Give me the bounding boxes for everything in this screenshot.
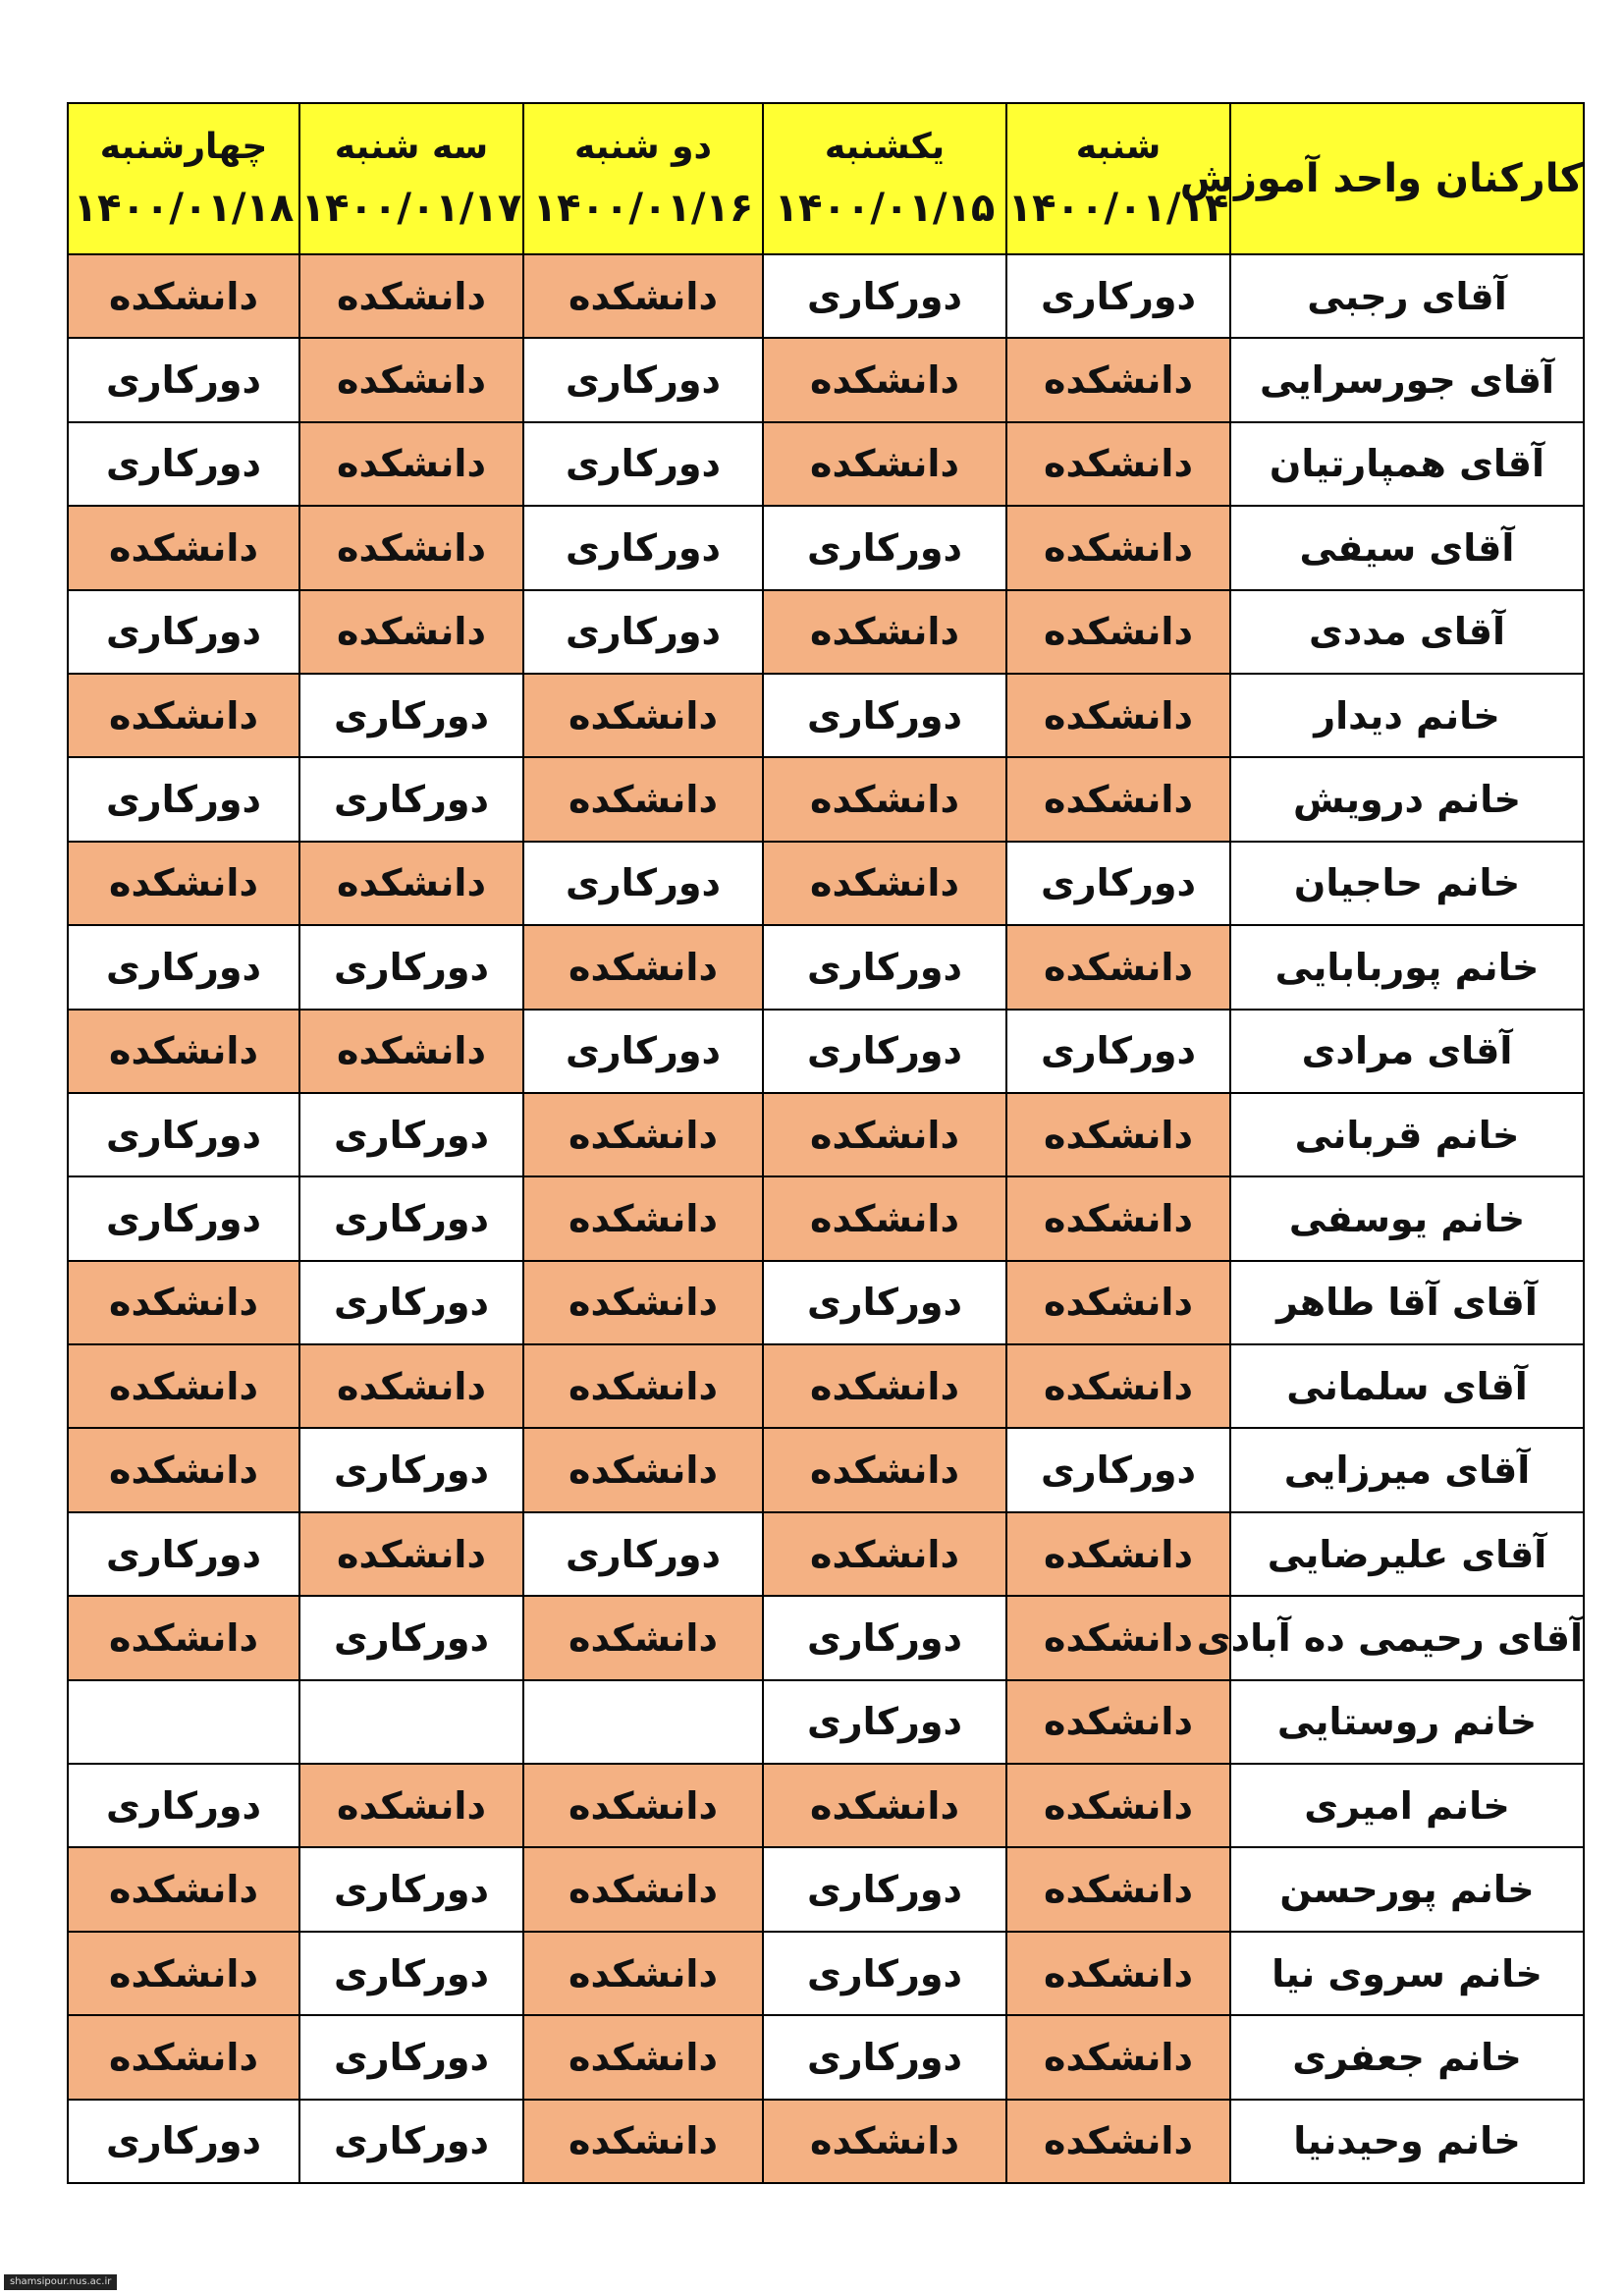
- status-cell-remote: دورکاری: [763, 1010, 1006, 1093]
- day-header: [299, 103, 523, 254]
- status-cell-university: دانشکده: [299, 1764, 523, 1847]
- day-date: ۱۴۰۰/۰۱/۱۴: [1007, 186, 1229, 231]
- table-row: [68, 1093, 1584, 1176]
- status-cell-university: دانشکده: [299, 338, 523, 421]
- status-cell-remote: دورکاری: [299, 925, 523, 1009]
- status-cell-remote: دورکاری: [299, 1428, 523, 1511]
- staff-name: خانم یوسفی: [1230, 1176, 1584, 1260]
- status-cell-remote: دورکاری: [68, 338, 299, 421]
- status-cell-remote: دورکاری: [68, 1093, 299, 1176]
- status-cell-university: دانشکده: [299, 842, 523, 925]
- status-cell-university: دانشکده: [68, 1261, 299, 1344]
- status-cell-university: دانشکده: [1006, 506, 1230, 589]
- table-row: [68, 1847, 1584, 1931]
- staff-name: خانم وحیدنیا: [1230, 2100, 1584, 2183]
- site-footer: shamsipour.nus.ac.ir: [4, 2274, 117, 2290]
- staff-name: خانم دیدار: [1230, 674, 1584, 757]
- table-row: [68, 338, 1584, 421]
- status-cell-university: دانشکده: [1006, 1261, 1230, 1344]
- day-name: دو شنبه: [573, 127, 712, 167]
- status-cell-remote: دورکاری: [523, 842, 763, 925]
- status-cell-university: دانشکده: [299, 1512, 523, 1596]
- table-row: [68, 422, 1584, 506]
- status-cell-remote: دورکاری: [299, 1596, 523, 1679]
- status-cell-university: دانشکده: [523, 925, 763, 1009]
- status-cell-university: دانشکده: [68, 2015, 299, 2099]
- status-cell-remote: دورکاری: [523, 1010, 763, 1093]
- status-cell-university: دانشکده: [523, 1847, 763, 1931]
- day-name: چهارشنبه: [99, 127, 268, 167]
- status-cell-university: دانشکده: [68, 674, 299, 757]
- status-cell-university: دانشکده: [763, 757, 1006, 841]
- status-cell-university: دانشکده: [763, 1176, 1006, 1260]
- status-cell-remote: دورکاری: [1006, 1010, 1230, 1093]
- table-row: [68, 674, 1584, 757]
- status-cell-university: دانشکده: [523, 757, 763, 841]
- status-cell-university: دانشکده: [1006, 757, 1230, 841]
- staff-name: آقای جورسرایی: [1230, 338, 1584, 421]
- status-cell-university: دانشکده: [763, 1093, 1006, 1176]
- status-cell-university: دانشکده: [523, 1764, 763, 1847]
- status-cell-remote: دورکاری: [68, 1764, 299, 1847]
- status-cell-remote: دورکاری: [1006, 254, 1230, 338]
- day-name: یکشنبه: [824, 127, 946, 167]
- status-cell-remote: دورکاری: [299, 757, 523, 841]
- staff-name: آقای سلمانی: [1230, 1344, 1584, 1428]
- status-cell-university: دانشکده: [1006, 925, 1230, 1009]
- staff-name: آقای میرزایی: [1230, 1428, 1584, 1511]
- status-cell-remote: دورکاری: [68, 1176, 299, 1260]
- day-date: ۱۴۰۰/۰۱/۱۸: [73, 186, 295, 231]
- staff-name: خانم جعفری: [1230, 2015, 1584, 2099]
- status-cell-university: دانشکده: [523, 1344, 763, 1428]
- day-date: ۱۴۰۰/۰۱/۱۵: [774, 186, 996, 231]
- table-row: [68, 1010, 1584, 1093]
- staff-name: آقای علیرضایی: [1230, 1512, 1584, 1596]
- status-cell-remote: دورکاری: [763, 1847, 1006, 1931]
- status-cell-remote: دورکاری: [1006, 1428, 1230, 1511]
- staff-name: آقای سیفی: [1230, 506, 1584, 589]
- status-cell-remote: دورکاری: [763, 1596, 1006, 1679]
- table-row: [68, 1596, 1584, 1679]
- status-cell-university: دانشکده: [523, 2100, 763, 2183]
- table-row: [68, 254, 1584, 338]
- staff-name: آقای آقا طاهر: [1230, 1261, 1584, 1344]
- status-cell-remote: دورکاری: [68, 1512, 299, 1596]
- table-row: [68, 1680, 1584, 1764]
- table-row: [68, 1512, 1584, 1596]
- table-row: [68, 590, 1584, 674]
- staff-name: آقای رحیمی ده آبادی: [1230, 1596, 1584, 1679]
- status-cell-university: دانشکده: [763, 1764, 1006, 1847]
- status-cell-university: دانشکده: [523, 1176, 763, 1260]
- day-date: ۱۴۰۰/۰۱/۱۷: [300, 186, 522, 231]
- staff-name: خانم درویش: [1230, 757, 1584, 841]
- status-cell-university: دانشکده: [1006, 422, 1230, 506]
- status-cell-university: دانشکده: [1006, 2100, 1230, 2183]
- day-header: [68, 103, 299, 254]
- staff-name: خانم روستایی: [1230, 1680, 1584, 1764]
- table-row: [68, 1261, 1584, 1344]
- table-row: [68, 1764, 1584, 1847]
- status-cell-remote: دورکاری: [763, 1261, 1006, 1344]
- status-cell-remote: دورکاری: [68, 422, 299, 506]
- day-header: [763, 103, 1006, 254]
- table-row: [68, 1932, 1584, 2015]
- status-cell-remote: دورکاری: [763, 254, 1006, 338]
- status-cell-university: دانشکده: [299, 422, 523, 506]
- status-cell-university: دانشکده: [1006, 1680, 1230, 1764]
- status-cell-university: دانشکده: [1006, 2015, 1230, 2099]
- status-cell-university: دانشکده: [1006, 1512, 1230, 1596]
- table-row: [68, 757, 1584, 841]
- status-cell-university: دانشکده: [68, 506, 299, 589]
- staff-name: خانم پورحسن: [1230, 1847, 1584, 1931]
- status-cell-university: دانشکده: [763, 842, 1006, 925]
- status-cell-university: دانشکده: [299, 1344, 523, 1428]
- status-cell-university: دانشکده: [299, 254, 523, 338]
- status-cell-university: دانشکده: [299, 506, 523, 589]
- staff-name: آقای مرادی: [1230, 1010, 1584, 1093]
- status-cell-empty: [523, 1680, 763, 1764]
- status-cell-university: دانشکده: [68, 1596, 299, 1679]
- status-cell-remote: دورکاری: [763, 2015, 1006, 2099]
- status-cell-university: دانشکده: [1006, 1932, 1230, 2015]
- day-header: [1006, 103, 1230, 254]
- staff-name: خانم پوربابایی: [1230, 925, 1584, 1009]
- status-cell-university: دانشکده: [68, 1847, 299, 1931]
- status-cell-remote: دورکاری: [299, 1932, 523, 2015]
- status-cell-remote: دورکاری: [763, 1680, 1006, 1764]
- status-cell-university: دانشکده: [1006, 590, 1230, 674]
- status-cell-remote: دورکاری: [299, 1261, 523, 1344]
- status-cell-remote: دورکاری: [299, 2100, 523, 2183]
- status-cell-remote: دورکاری: [523, 1512, 763, 1596]
- table-row: [68, 2100, 1584, 2183]
- status-cell-university: دانشکده: [523, 2015, 763, 2099]
- status-cell-remote: دورکاری: [1006, 842, 1230, 925]
- status-cell-university: دانشکده: [763, 1344, 1006, 1428]
- status-cell-remote: دورکاری: [763, 674, 1006, 757]
- status-cell-university: دانشکده: [1006, 1596, 1230, 1679]
- status-cell-remote: دورکاری: [68, 757, 299, 841]
- schedule-body: [68, 254, 1584, 2183]
- staff-name: خانم سروی نیا: [1230, 1932, 1584, 2015]
- status-cell-university: دانشکده: [523, 1093, 763, 1176]
- status-cell-university: دانشکده: [523, 254, 763, 338]
- status-cell-university: دانشکده: [523, 1261, 763, 1344]
- status-cell-remote: دورکاری: [68, 590, 299, 674]
- status-cell-university: دانشکده: [763, 1428, 1006, 1511]
- header-row: [68, 103, 1584, 254]
- status-cell-remote: دورکاری: [299, 2015, 523, 2099]
- status-cell-university: دانشکده: [299, 590, 523, 674]
- status-cell-university: دانشکده: [1006, 674, 1230, 757]
- table-row: [68, 1428, 1584, 1511]
- day-date: ۱۴۰۰/۰۱/۱۶: [532, 186, 754, 231]
- status-cell-remote: دورکاری: [763, 1932, 1006, 2015]
- table-row: [68, 842, 1584, 925]
- status-cell-university: دانشکده: [763, 2100, 1006, 2183]
- day-name: سه شنبه: [334, 127, 489, 167]
- status-cell-university: دانشکده: [299, 1010, 523, 1093]
- status-cell-university: دانشکده: [523, 1596, 763, 1679]
- status-cell-university: دانشکده: [1006, 1093, 1230, 1176]
- status-cell-remote: دورکاری: [299, 1176, 523, 1260]
- staff-column-header: کارکنان واحد آموزش: [1230, 103, 1584, 254]
- staff-name: خانم حاجیان: [1230, 842, 1584, 925]
- status-cell-remote: دورکاری: [299, 1093, 523, 1176]
- status-cell-university: دانشکده: [1006, 1764, 1230, 1847]
- status-cell-university: دانشکده: [68, 1428, 299, 1511]
- day-name: شنبه: [1075, 127, 1162, 167]
- status-cell-remote: دورکاری: [523, 338, 763, 421]
- status-cell-university: دانشکده: [523, 1428, 763, 1511]
- status-cell-university: دانشکده: [763, 1512, 1006, 1596]
- status-cell-university: دانشکده: [1006, 338, 1230, 421]
- status-cell-university: دانشکده: [523, 1932, 763, 2015]
- status-cell-university: دانشکده: [68, 1344, 299, 1428]
- status-cell-remote: دورکاری: [763, 506, 1006, 589]
- staff-name: آقای رجبی: [1230, 254, 1584, 338]
- staff-name: آقای همپارتیان: [1230, 422, 1584, 506]
- status-cell-university: دانشکده: [1006, 1847, 1230, 1931]
- status-cell-university: دانشکده: [523, 674, 763, 757]
- table-row: [68, 1176, 1584, 1260]
- staff-name: آقای مددی: [1230, 590, 1584, 674]
- staff-schedule-table: [67, 102, 1585, 2184]
- status-cell-remote: دورکاری: [299, 1847, 523, 1931]
- table-row: [68, 925, 1584, 1009]
- status-cell-university: دانشکده: [68, 1932, 299, 2015]
- status-cell-university: دانشکده: [1006, 1176, 1230, 1260]
- status-cell-university: دانشکده: [763, 338, 1006, 421]
- status-cell-remote: دورکاری: [523, 506, 763, 589]
- status-cell-university: دانشکده: [763, 422, 1006, 506]
- status-cell-university: دانشکده: [68, 1010, 299, 1093]
- status-cell-university: دانشکده: [68, 254, 299, 338]
- status-cell-remote: دورکاری: [523, 590, 763, 674]
- status-cell-empty: [299, 1680, 523, 1764]
- status-cell-remote: دورکاری: [763, 925, 1006, 1009]
- table-row: [68, 506, 1584, 589]
- status-cell-empty: [68, 1680, 299, 1764]
- status-cell-remote: دورکاری: [68, 925, 299, 1009]
- status-cell-remote: دورکاری: [68, 2100, 299, 2183]
- status-cell-remote: دورکاری: [523, 422, 763, 506]
- status-cell-remote: دورکاری: [299, 674, 523, 757]
- table-row: [68, 2015, 1584, 2099]
- status-cell-university: دانشکده: [68, 842, 299, 925]
- staff-name: خانم امیری: [1230, 1764, 1584, 1847]
- staff-name: خانم قربانی: [1230, 1093, 1584, 1176]
- status-cell-university: دانشکده: [1006, 1344, 1230, 1428]
- day-header: [523, 103, 763, 254]
- table-row: [68, 1344, 1584, 1428]
- status-cell-university: دانشکده: [763, 590, 1006, 674]
